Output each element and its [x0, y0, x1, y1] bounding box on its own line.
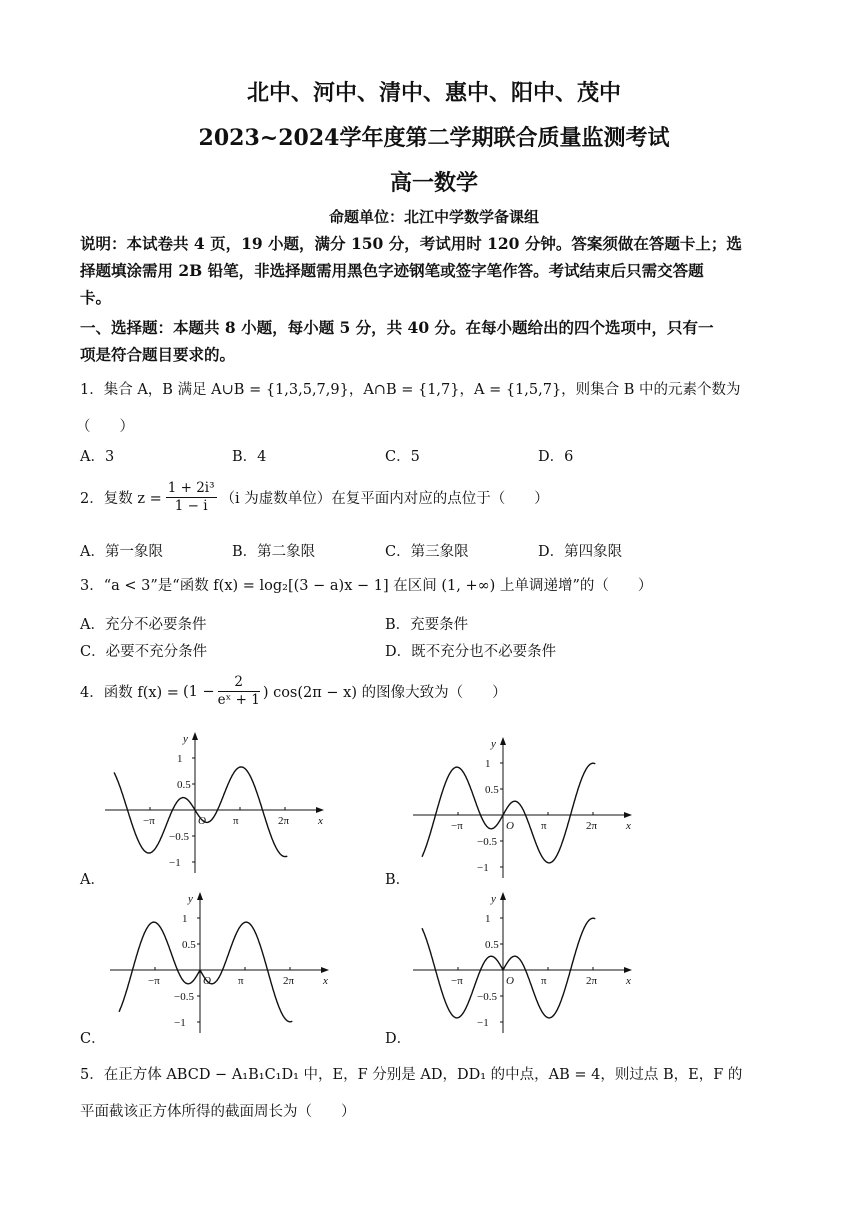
y-axis-label: y	[491, 738, 496, 750]
x-tick-label: −π	[148, 975, 160, 987]
y-tick-label: 1	[177, 753, 183, 765]
q2-option-b[interactable]: B．第二象限	[232, 544, 316, 560]
x-axis-label: x	[626, 975, 631, 987]
q1-option-a[interactable]: A．3	[80, 449, 115, 465]
q4-left: (1 −	[182, 683, 215, 700]
q1-option-c[interactable]: C．5	[385, 449, 420, 465]
q4-option-d[interactable]: D．	[385, 1031, 412, 1047]
function-curve	[114, 767, 287, 857]
section-1-line-2: 项是符合题目要求的。	[80, 345, 236, 364]
function-curve	[422, 918, 595, 1018]
q3-option-b[interactable]: B．充要条件	[385, 617, 469, 633]
y-tick-label: 1	[485, 913, 491, 925]
schools-title: 北中、河中、清中、惠中、阳中、茂中	[246, 80, 621, 106]
q1-option-b[interactable]: B．4	[232, 449, 267, 465]
question-unit: 命题单位：北江中学数学备课组	[328, 208, 539, 226]
x-tick-label: 2π	[278, 815, 290, 827]
q2-prefix: 2．复数 z =	[80, 491, 162, 507]
y-axis-label: y	[183, 733, 188, 745]
section-1-line-1: 一、选择题：本题共 8 小题，每小题 5 分，共 40 分。在每小题给出的四个选项中，只有一	[80, 318, 714, 337]
y-tick-label: −0.5	[477, 991, 497, 1003]
y-tick-label: 0.5	[182, 939, 196, 951]
graph-a	[100, 730, 330, 878]
x-axis-label: x	[318, 815, 323, 827]
x-axis-label: x	[626, 820, 631, 832]
q2-numerator: 1 + 2i³	[167, 480, 215, 496]
y-tick-label: 1	[485, 758, 491, 770]
q4-prefix: 4．函数 f(x) =	[80, 685, 179, 701]
question-1-text: 1．集合 A，B 满足 A∪B = {1,3,5,7,9}，A∩B = {1,7}，A = {1,5,7}，则集合 B 中的元素个数为	[80, 382, 741, 398]
q4-denominator: eˣ + 1	[217, 692, 260, 708]
instructions	[80, 230, 800, 311]
q3-option-c[interactable]: C．必要不充分条件	[80, 644, 208, 660]
x-tick-label: −π	[143, 815, 155, 827]
y-tick-label: −1	[174, 1017, 186, 1029]
x-tick-label: 2π	[586, 975, 598, 987]
origin-label: O	[506, 975, 514, 987]
x-axis-arrow	[624, 967, 632, 973]
q3-option-d[interactable]: D．既不充分也不必要条件	[385, 644, 557, 660]
y-tick-label: −1	[477, 862, 489, 874]
y-tick-label: −1	[477, 1017, 489, 1029]
q4-option-a[interactable]: A．	[80, 872, 105, 888]
q4-option-b[interactable]: B．	[385, 872, 411, 888]
x-tick-label: 2π	[586, 820, 598, 832]
y-axis-label: y	[491, 893, 496, 905]
x-tick-label: π	[541, 820, 547, 832]
y-axis-arrow	[192, 732, 198, 740]
q2-option-a[interactable]: A．第一象限	[80, 544, 163, 560]
question-2	[80, 480, 549, 515]
q4-suffix: ) cos(2π − x) 的图像大致为（ ）	[262, 685, 507, 701]
function-curve	[119, 922, 292, 1022]
x-tick-label: 2π	[283, 975, 295, 987]
question-1-paren: （ ）	[76, 419, 134, 435]
y-tick-label: 0.5	[485, 784, 499, 796]
subject-title: 高一数学	[389, 170, 478, 196]
q1-option-d[interactable]: D．6	[538, 449, 574, 465]
y-axis-arrow	[197, 892, 203, 900]
question-5-line-1: 5．在正方体 ABCD − A₁B₁C₁D₁ 中，E，F 分别是 AD，DD₁ 的中点，AB = 4，则过点 B，E，F 的	[80, 1067, 743, 1083]
graph-d	[408, 890, 638, 1038]
x-tick-label: π	[238, 975, 244, 987]
q4-option-c[interactable]: C．	[80, 1031, 106, 1047]
question-4	[80, 674, 507, 709]
function-curve	[422, 763, 595, 863]
y-tick-label: −0.5	[169, 831, 189, 843]
x-tick-label: −π	[451, 975, 463, 987]
q2-fraction	[166, 480, 217, 515]
q4-fraction	[218, 674, 260, 709]
x-axis-arrow	[624, 812, 632, 818]
q2-suffix: （i 为虚数单位）在复平面内对应的点位于（ ）	[220, 491, 549, 507]
x-tick-label: −π	[451, 820, 463, 832]
y-axis-arrow	[500, 737, 506, 745]
origin-label: O	[203, 975, 211, 987]
y-tick-label: −0.5	[174, 991, 194, 1003]
y-axis-label: y	[188, 893, 193, 905]
x-tick-label: π	[541, 975, 547, 987]
y-tick-label: −1	[169, 857, 181, 869]
section-1-heading	[80, 314, 800, 368]
x-axis-arrow	[316, 807, 324, 813]
question-5-line-2: 平面截该正方体所得的截面周长为（ ）	[80, 1104, 356, 1120]
q2-option-c[interactable]: C．第三象限	[385, 544, 469, 560]
q3-option-a[interactable]: A．充分不必要条件	[80, 617, 207, 633]
origin-label: O	[506, 820, 514, 832]
instructions-line-3: 卡。	[80, 288, 112, 307]
q2-denominator: 1 − i	[174, 498, 208, 514]
instructions-line-1: 说明：本试卷共 4 页，19 小题，满分 150 分，考试用时 120 分钟。答案须做在答题卡上；选	[80, 234, 742, 253]
y-tick-label: 0.5	[177, 779, 191, 791]
exam-title: 2023~2024学年度第二学期联合质量监测考试	[198, 125, 670, 151]
q2-option-d[interactable]: D．第四象限	[538, 544, 623, 560]
question-3-text: 3．“a < 3”是“函数 f(x) = log₂[(3 − a)x − 1] 在区间 (1, +∞) 上单调递增”的（ ）	[80, 578, 653, 594]
instructions-line-2: 择题填涂需用 2B 铅笔，非选择题需用黑色字迹钢笔或签字笔作答。考试结束后只需交答题	[80, 261, 704, 280]
x-axis-label: x	[323, 975, 328, 987]
x-axis-arrow	[321, 967, 329, 973]
x-tick-label: π	[233, 815, 239, 827]
origin-label: O	[198, 815, 206, 827]
y-tick-label: 0.5	[485, 939, 499, 951]
graph-c	[105, 890, 335, 1038]
y-axis-arrow	[500, 892, 506, 900]
y-tick-label: 1	[182, 913, 188, 925]
y-tick-label: −0.5	[477, 836, 497, 848]
q4-numerator: 2	[218, 674, 260, 692]
graph-b	[408, 735, 638, 883]
